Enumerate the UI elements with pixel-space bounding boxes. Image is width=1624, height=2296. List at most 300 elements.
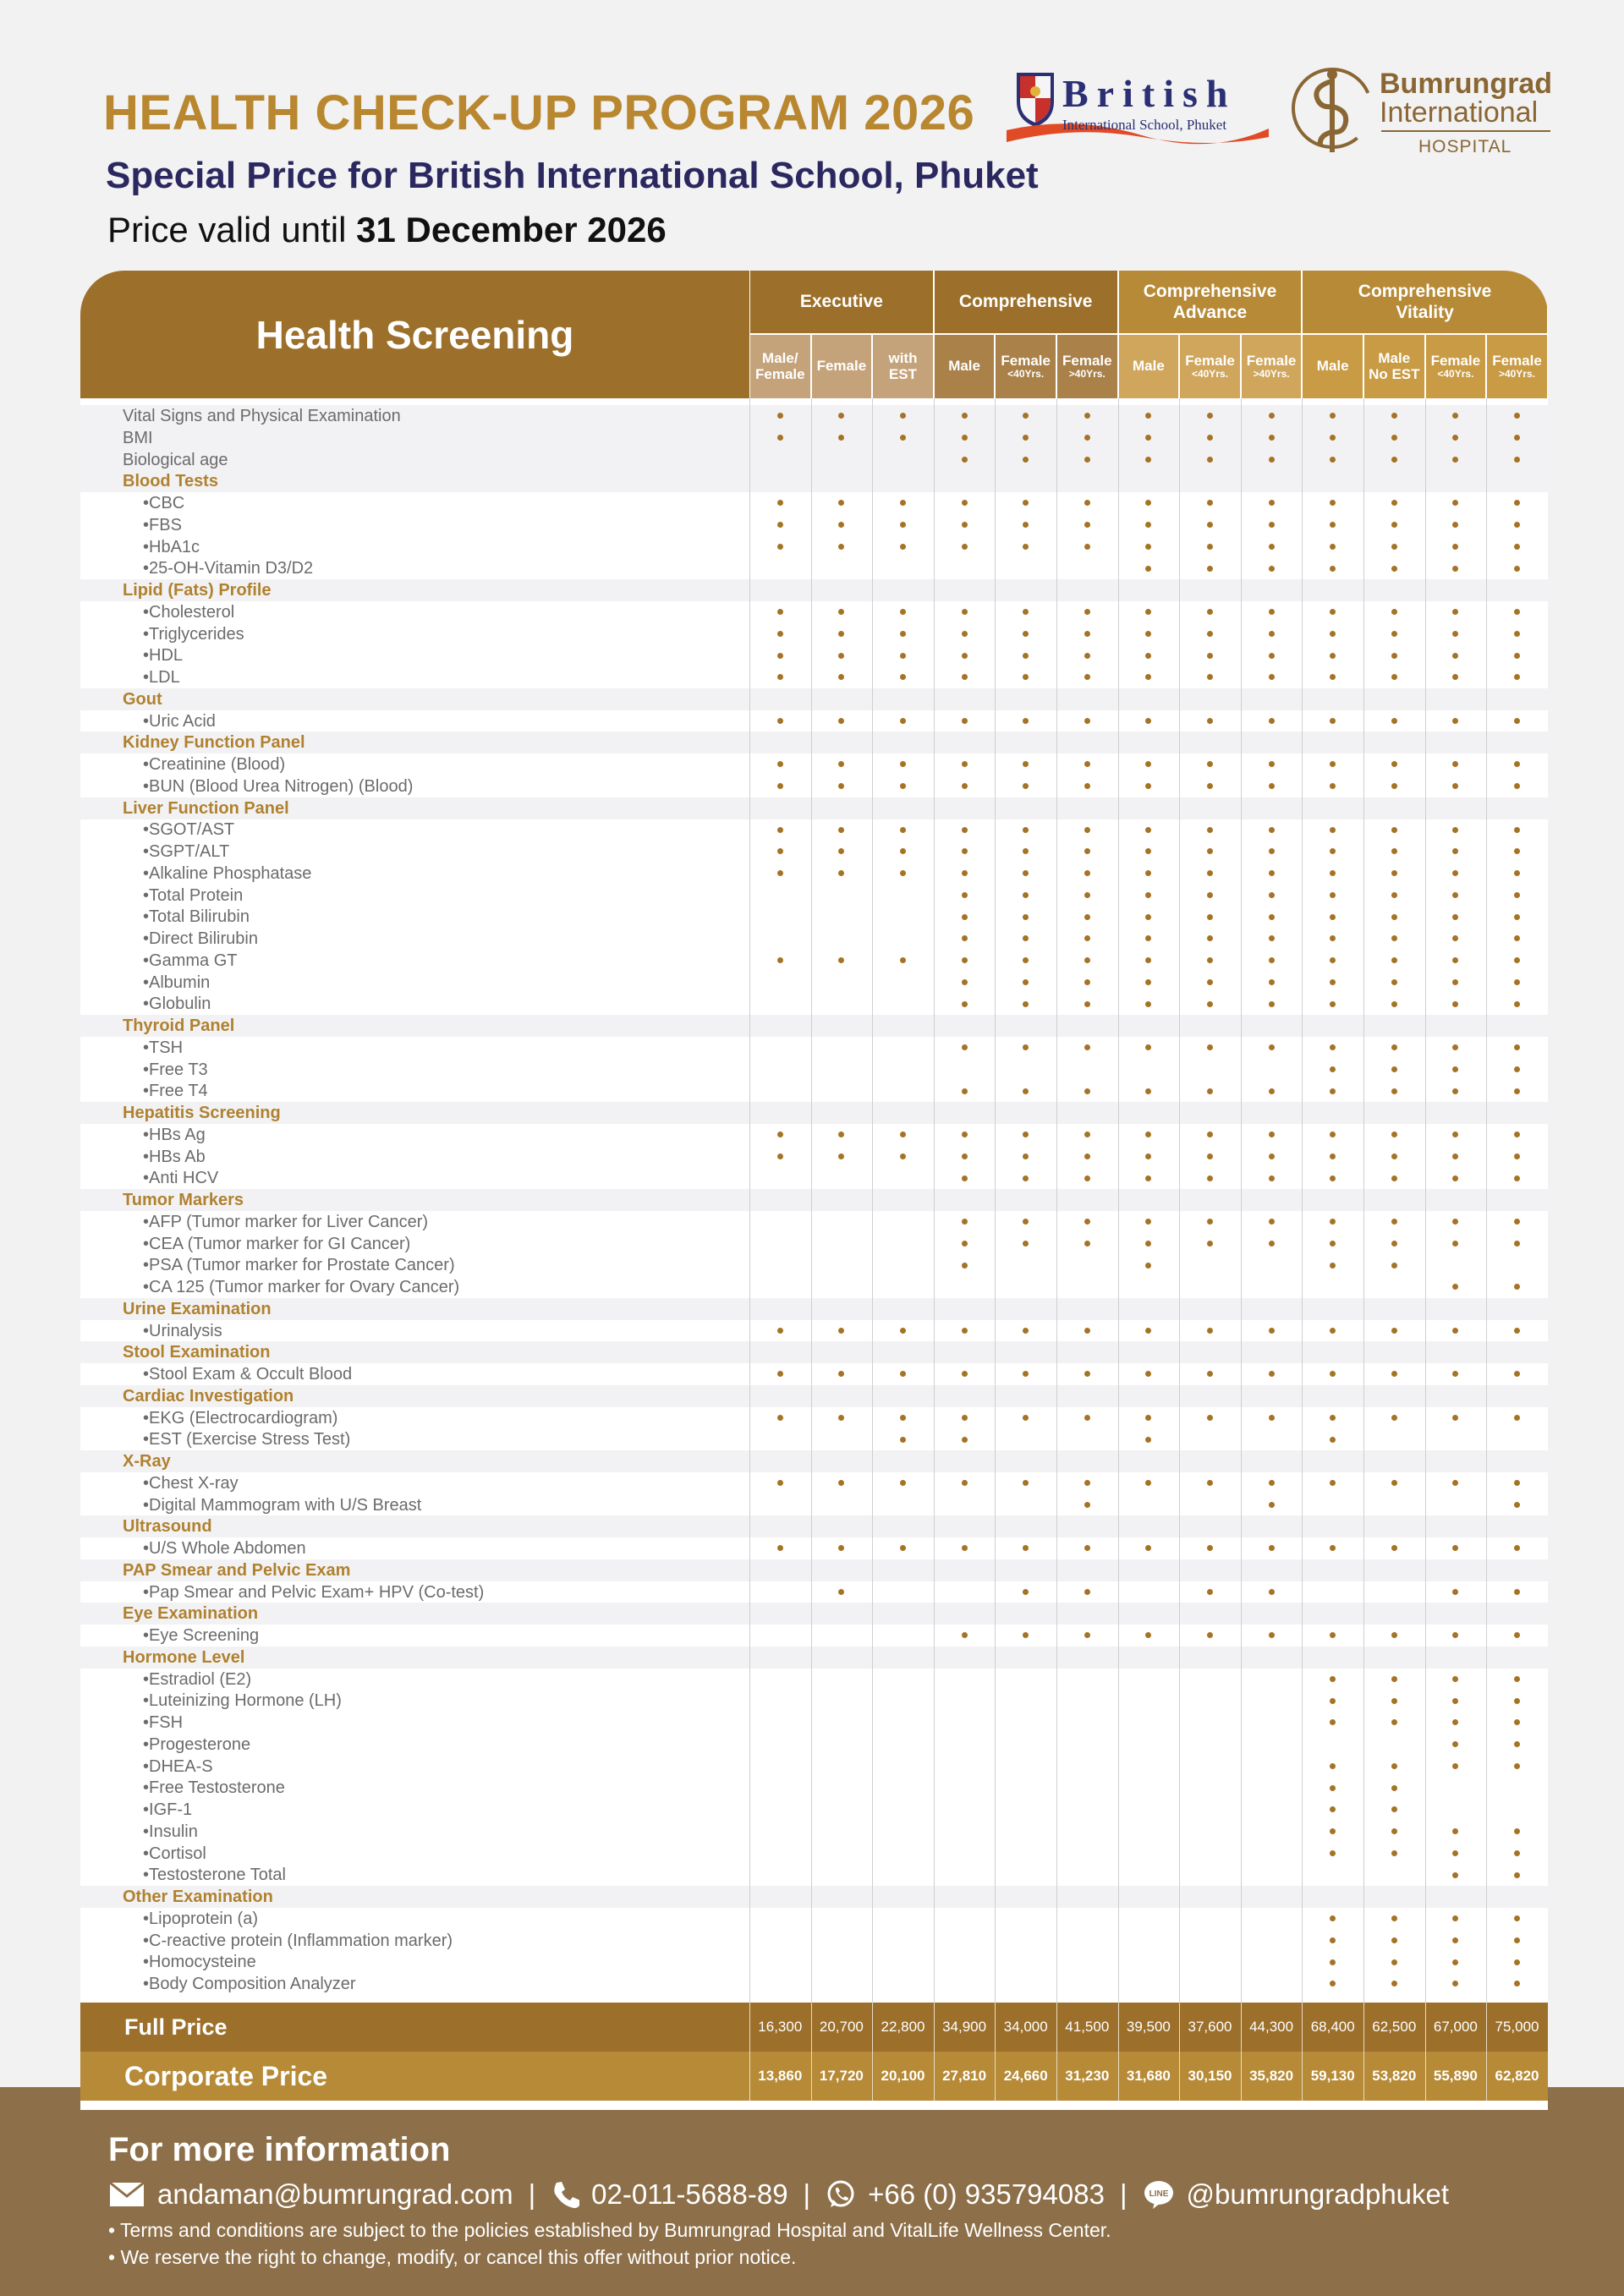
test-label: • Insulin — [143, 1821, 198, 1843]
column-header-main: Male — [1316, 358, 1349, 375]
contact-separator: | — [803, 2178, 811, 2210]
included-dot — [1391, 1175, 1397, 1181]
included-dot — [1330, 1959, 1336, 1965]
test-label: • 25-OH-Vitamin D3/D2 — [143, 557, 313, 579]
included-dot — [1330, 1828, 1336, 1834]
included-dot — [777, 1153, 783, 1159]
included-dot — [1084, 1219, 1090, 1225]
included-dot — [1514, 935, 1520, 941]
included-dot — [1391, 870, 1397, 876]
included-dot — [1514, 1850, 1520, 1856]
included-dot — [1269, 718, 1275, 724]
price-divider — [1179, 2003, 1180, 2052]
row-band — [80, 1886, 1548, 1908]
included-dot — [1269, 609, 1275, 615]
included-dot — [838, 827, 844, 833]
included-dot — [1269, 827, 1275, 833]
price-value: 24,660 — [1003, 2067, 1048, 2084]
included-dot — [962, 892, 968, 898]
included-dot — [962, 914, 968, 920]
included-dot — [1452, 1132, 1458, 1137]
contact-line-id[interactable]: @bumrungradphuket — [1186, 2178, 1450, 2210]
included-dot — [1452, 1632, 1458, 1638]
included-dot — [1330, 783, 1336, 789]
price-divider — [995, 2052, 996, 2101]
package-header: Comprehensive — [935, 271, 1117, 333]
included-dot — [1330, 457, 1336, 463]
included-dot — [962, 1132, 968, 1137]
included-dot — [777, 1415, 783, 1421]
included-dot — [962, 544, 968, 550]
included-dot — [1207, 544, 1213, 550]
included-dot — [1452, 979, 1458, 985]
included-dot — [1023, 979, 1029, 985]
included-dot — [1514, 1088, 1520, 1094]
included-dot — [1391, 827, 1397, 833]
included-dot — [1391, 1937, 1397, 1943]
price-value: 22,800 — [881, 2018, 925, 2035]
included-dot — [1207, 827, 1213, 833]
included-dot — [1207, 1132, 1213, 1137]
included-dot — [1207, 1241, 1213, 1247]
included-dot — [1023, 718, 1029, 724]
included-dot — [1391, 609, 1397, 615]
category-label: Hormone Level — [123, 1647, 245, 1667]
included-dot — [1391, 1785, 1397, 1791]
package-header: Comprehensive Vitality — [1303, 271, 1546, 333]
included-dot — [1452, 1850, 1458, 1856]
test-label: • LDL — [143, 666, 180, 688]
included-dot — [1391, 1915, 1397, 1921]
test-label: • TSH — [143, 1037, 183, 1059]
test-label: • CBC — [143, 492, 184, 514]
included-dot — [962, 1088, 968, 1094]
test-label: • Cortisol — [143, 1843, 206, 1865]
included-dot — [962, 827, 968, 833]
included-dot — [1514, 1480, 1520, 1486]
price-divider — [1118, 2052, 1119, 2101]
included-dot — [1145, 870, 1151, 876]
included-dot — [1391, 761, 1397, 767]
included-dot — [1330, 1850, 1336, 1856]
included-dot — [1330, 1219, 1336, 1225]
included-dot — [1207, 1480, 1213, 1486]
included-dot — [838, 631, 844, 637]
column-header-main: Male — [948, 358, 980, 375]
included-dot — [1514, 1044, 1520, 1050]
included-dot — [1023, 1241, 1029, 1247]
included-dot — [1145, 1153, 1151, 1159]
column-header-main: Female — [1001, 352, 1051, 369]
included-dot — [1514, 1763, 1520, 1769]
included-dot — [1330, 522, 1336, 528]
test-label: • Free T4 — [143, 1080, 208, 1102]
included-dot — [777, 609, 783, 615]
test-label: • Free T3 — [143, 1059, 208, 1081]
included-dot — [1145, 1632, 1151, 1638]
included-dot — [1145, 1241, 1151, 1247]
included-dot — [1514, 500, 1520, 506]
column-divider — [872, 398, 873, 2008]
column-divider — [1302, 398, 1303, 2008]
included-dot — [1084, 718, 1090, 724]
included-dot — [1514, 1741, 1520, 1747]
included-dot — [1514, 718, 1520, 724]
included-dot — [838, 653, 844, 659]
included-dot — [1269, 783, 1275, 789]
included-dot — [1452, 566, 1458, 572]
included-dot — [1391, 566, 1397, 572]
included-dot — [1452, 827, 1458, 833]
included-dot — [1330, 566, 1336, 572]
included-dot — [1145, 935, 1151, 941]
test-label: • SGOT/AST — [143, 819, 234, 841]
included-dot — [1452, 1698, 1458, 1704]
included-dot — [1330, 1719, 1336, 1725]
included-dot — [838, 1415, 844, 1421]
price-divider — [1118, 2003, 1119, 2052]
included-dot — [1452, 653, 1458, 659]
included-dot — [1514, 957, 1520, 963]
included-dot — [838, 1328, 844, 1334]
included-dot — [1023, 1371, 1029, 1377]
included-dot — [1207, 653, 1213, 659]
test-label: • PSA (Tumor marker for Prostate Cancer) — [143, 1254, 455, 1276]
included-dot — [1145, 783, 1151, 789]
included-dot — [1269, 566, 1275, 572]
included-dot — [1452, 1415, 1458, 1421]
included-dot — [962, 1545, 968, 1551]
included-dot — [1391, 500, 1397, 506]
included-dot — [1269, 957, 1275, 963]
contact-line — [108, 2178, 1449, 2211]
included-dot — [962, 653, 968, 659]
column-header — [1242, 335, 1302, 398]
included-dot — [777, 1371, 783, 1377]
category-label: X-Ray — [123, 1452, 171, 1471]
category-label: Hepatitis Screening — [123, 1104, 281, 1122]
price-value: 39,500 — [1126, 2018, 1171, 2035]
included-dot — [1330, 631, 1336, 637]
column-header-main: Female — [1430, 352, 1481, 369]
included-dot — [1084, 1088, 1090, 1094]
included-dot — [1452, 1545, 1458, 1551]
included-dot — [1084, 761, 1090, 767]
included-dot — [1145, 1263, 1151, 1269]
included-dot — [1452, 1981, 1458, 1986]
included-dot — [1330, 761, 1336, 767]
included-dot — [838, 1480, 844, 1486]
included-dot — [1023, 631, 1029, 637]
included-dot — [838, 544, 844, 550]
included-dot — [1023, 1153, 1029, 1159]
contact-separator: | — [528, 2178, 536, 2210]
included-dot — [1269, 914, 1275, 920]
included-dot — [1330, 1937, 1336, 1943]
price-divider — [749, 2003, 750, 2052]
price-divider — [1241, 2003, 1242, 2052]
column-header-age: >40Yrs. — [1498, 368, 1535, 381]
svg-text:LINE: LINE — [1149, 2189, 1168, 2199]
included-dot — [1330, 1132, 1336, 1137]
contact-email[interactable]: andaman@bumrungrad.com — [157, 2178, 513, 2210]
included-dot — [1514, 1502, 1520, 1508]
included-dot — [900, 1328, 906, 1334]
price-divider — [1425, 2003, 1426, 2052]
price-divider — [995, 2003, 996, 2052]
column-header-age: >40Yrs. — [1253, 368, 1290, 381]
included-dot — [1207, 566, 1213, 572]
included-dot — [1084, 827, 1090, 833]
included-dot — [1391, 1806, 1397, 1812]
included-dot — [1084, 914, 1090, 920]
included-dot — [1514, 1959, 1520, 1965]
included-dot — [1145, 1132, 1151, 1137]
included-dot — [1145, 653, 1151, 659]
included-dot — [1514, 979, 1520, 985]
included-dot — [1207, 674, 1213, 680]
included-dot — [1269, 1415, 1275, 1421]
included-dot — [1330, 1088, 1336, 1094]
included-dot — [1023, 761, 1029, 767]
included-dot — [962, 870, 968, 876]
included-dot — [1023, 1001, 1029, 1007]
included-dot — [1023, 674, 1029, 680]
price-divider — [872, 2003, 873, 2052]
column-header — [1487, 335, 1547, 398]
included-dot — [1269, 1153, 1275, 1159]
included-dot — [1330, 935, 1336, 941]
price-value: 41,500 — [1065, 2018, 1110, 2035]
included-dot — [962, 718, 968, 724]
included-dot — [1391, 1415, 1397, 1421]
contact-whatsapp[interactable]: +66 (0) 935794083 — [868, 2178, 1105, 2210]
footer-note: • Terms and conditions are subject to the policies established by Bumrungrad Hospital and VitalLife Wellness Center. — [108, 2219, 1111, 2241]
price-value: 75,000 — [1495, 2018, 1539, 2035]
included-dot — [962, 522, 968, 528]
included-dot — [1330, 1241, 1336, 1247]
included-dot — [1207, 1371, 1213, 1377]
price-divider — [1486, 2052, 1487, 2101]
included-dot — [1207, 1545, 1213, 1551]
included-dot — [962, 957, 968, 963]
category-label: Blood Tests — [123, 472, 218, 491]
category-label: Cardiac Investigation — [123, 1386, 294, 1406]
included-dot — [1514, 761, 1520, 767]
included-dot — [1391, 1719, 1397, 1725]
column-header — [1119, 335, 1179, 398]
included-dot — [1514, 1589, 1520, 1595]
included-dot — [1330, 718, 1336, 724]
test-label: • FSH — [143, 1712, 183, 1734]
category-label: Tumor Markers — [123, 1191, 244, 1209]
hospital-logo-divider — [1381, 130, 1550, 132]
included-dot — [1330, 653, 1336, 659]
included-dot — [1514, 1981, 1520, 1986]
included-dot — [1207, 1589, 1213, 1595]
included-dot — [1452, 609, 1458, 615]
info-title: For more information — [108, 2131, 451, 2168]
category-label: Liver Function Panel — [123, 798, 289, 818]
price-divider — [811, 2003, 812, 2052]
included-dot — [1145, 1001, 1151, 1007]
included-dot — [1023, 1044, 1029, 1050]
included-dot — [1084, 544, 1090, 550]
contact-separator: | — [1119, 2178, 1127, 2210]
column-header — [1426, 335, 1486, 398]
price-value: 35,820 — [1249, 2067, 1294, 2084]
included-dot — [1330, 957, 1336, 963]
row-band — [80, 1385, 1548, 1407]
included-dot — [900, 827, 906, 833]
contact-phone[interactable]: 02-011-5688-89 — [591, 2178, 788, 2210]
test-label: • Free Testosterone — [143, 1777, 285, 1799]
included-dot — [1207, 1044, 1213, 1050]
included-dot — [1207, 718, 1213, 724]
included-dot — [1269, 1132, 1275, 1137]
included-dot — [962, 761, 968, 767]
included-dot — [1391, 1066, 1397, 1072]
column-divider — [1363, 398, 1364, 2008]
included-dot — [1084, 1044, 1090, 1050]
included-dot — [1391, 848, 1397, 854]
included-dot — [962, 848, 968, 854]
included-dot — [1084, 609, 1090, 615]
category-label: Stool Examination — [123, 1343, 271, 1362]
column-divider — [1241, 398, 1242, 2008]
included-dot — [1452, 522, 1458, 528]
whatsapp-icon — [826, 2179, 856, 2210]
included-dot — [1207, 457, 1213, 463]
included-dot — [1391, 1763, 1397, 1769]
included-dot — [1145, 827, 1151, 833]
included-dot — [1207, 609, 1213, 615]
included-dot — [1207, 522, 1213, 528]
included-dot — [1514, 892, 1520, 898]
footer-note: • We reserve the right to change, modify, or cancel this offer without prior notice. — [108, 2246, 797, 2268]
included-dot — [1391, 544, 1397, 550]
test-label: • Stool Exam & Occult Blood — [143, 1363, 352, 1385]
included-dot — [900, 631, 906, 637]
included-dot — [962, 631, 968, 637]
price-value: 62,820 — [1495, 2067, 1539, 2084]
included-dot — [1452, 1328, 1458, 1334]
included-dot — [1514, 1545, 1520, 1551]
included-dot — [1269, 1175, 1275, 1181]
included-dot — [1269, 848, 1275, 854]
row-band — [80, 688, 1548, 710]
column-header-main: Female — [1062, 352, 1112, 369]
included-dot — [900, 544, 906, 550]
test-label: • SGPT/ALT — [143, 841, 229, 863]
included-dot — [1330, 1066, 1336, 1072]
price-divider — [1302, 2003, 1303, 2052]
included-dot — [1084, 1001, 1090, 1007]
included-dot — [1330, 1915, 1336, 1921]
included-dot — [777, 870, 783, 876]
column-header-age: <40Yrs. — [1007, 368, 1045, 381]
test-label: • Uric Acid — [143, 710, 216, 732]
included-dot — [962, 1219, 968, 1225]
included-dot — [1330, 1263, 1336, 1269]
price-divider — [1056, 2052, 1057, 2101]
included-dot — [1269, 653, 1275, 659]
included-dot — [900, 718, 906, 724]
column-divider — [1486, 398, 1487, 2008]
price-divider — [1179, 2052, 1180, 2101]
included-dot — [1391, 457, 1397, 463]
included-dot — [1391, 674, 1397, 680]
bumrungrad-logo — [1290, 59, 1552, 165]
included-dot — [1452, 631, 1458, 637]
included-dot — [1023, 1632, 1029, 1638]
validity-date: 31 December 2026 — [356, 210, 667, 249]
included-dot — [1145, 914, 1151, 920]
included-dot — [1514, 783, 1520, 789]
included-dot — [1514, 870, 1520, 876]
included-dot — [1269, 1219, 1275, 1225]
included-dot — [1330, 1371, 1336, 1377]
test-label: • CEA (Tumor marker for GI Cancer) — [143, 1233, 410, 1255]
included-dot — [1330, 1676, 1336, 1682]
included-dot — [1514, 457, 1520, 463]
category-label: Eye Examination — [123, 1604, 259, 1624]
included-dot — [1145, 566, 1151, 572]
column-header-main: Female — [816, 358, 867, 375]
included-dot — [1452, 1001, 1458, 1007]
package-header: Executive — [750, 271, 933, 333]
price-divider — [811, 2052, 812, 2101]
included-dot — [1207, 892, 1213, 898]
column-header — [1180, 335, 1240, 398]
included-dot — [1023, 500, 1029, 506]
included-dot — [1391, 1676, 1397, 1682]
included-dot — [838, 957, 844, 963]
included-dot — [962, 935, 968, 941]
test-label: • EKG (Electrocardiogram) — [143, 1407, 337, 1429]
test-label: • BUN (Blood Urea Nitrogen) (Blood) — [143, 775, 413, 797]
included-dot — [1023, 1132, 1029, 1137]
included-dot — [1084, 892, 1090, 898]
price-value: 20,700 — [819, 2018, 864, 2035]
included-dot — [900, 1132, 906, 1137]
included-dot — [962, 1328, 968, 1334]
test-label: • Albumin — [143, 972, 210, 994]
column-header-main: Female — [1185, 352, 1235, 369]
phone-icon — [551, 2180, 579, 2209]
included-dot — [962, 1263, 968, 1269]
included-dot — [1145, 979, 1151, 985]
test-label: • Total Bilirubin — [143, 906, 250, 928]
test-label: • Lipoprotein (a) — [143, 1908, 258, 1930]
included-dot — [1207, 1153, 1213, 1159]
included-dot — [1269, 457, 1275, 463]
included-dot — [1084, 1502, 1090, 1508]
hospital-logo-line3: HOSPITAL — [1418, 137, 1512, 156]
included-dot — [1514, 1328, 1520, 1334]
category-label: PAP Smear and Pelvic Exam — [123, 1560, 351, 1580]
included-dot — [1269, 500, 1275, 506]
included-dot — [1452, 1175, 1458, 1181]
included-dot — [1023, 957, 1029, 963]
included-dot — [777, 522, 783, 528]
included-dot — [1084, 631, 1090, 637]
price-divider — [1363, 2052, 1364, 2101]
included-dot — [777, 1132, 783, 1137]
included-dot — [1452, 1959, 1458, 1965]
included-dot — [1084, 957, 1090, 963]
included-dot — [1452, 1153, 1458, 1159]
